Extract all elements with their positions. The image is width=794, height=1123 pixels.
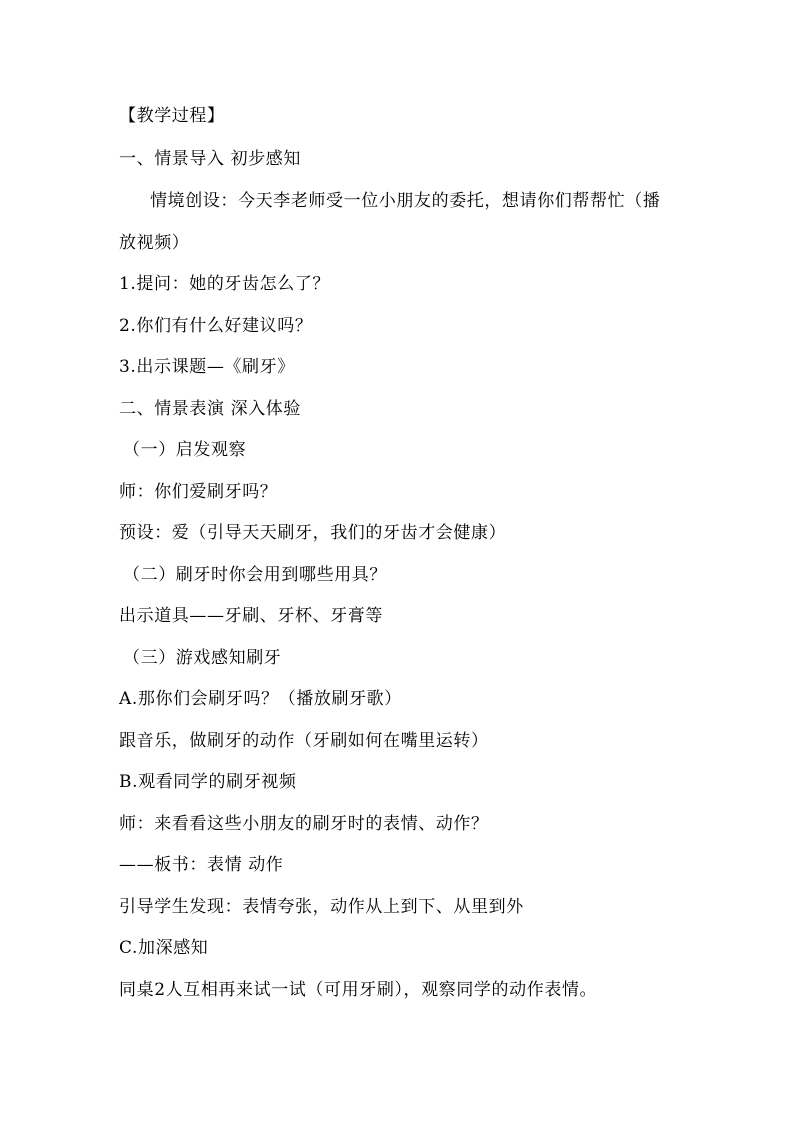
section-heading-2: 二、情景表演 深入体验 (119, 399, 302, 419)
paragraph-line: ——板书：表情 动作 (119, 855, 284, 875)
paragraph-line: 情境创设：今天李老师受一位小朋友的委托，想请你们帮帮忙（播 (150, 191, 661, 211)
paragraph-line: 放视频） (119, 233, 190, 253)
subsection-heading: （二）刷牙时你会用到哪些用具？ (123, 565, 387, 585)
paragraph-line: 引导学生发现：表情夸张，动作从上到下、从里到外 (119, 897, 524, 917)
paragraph-line: 师：来看看这些小朋友的刷牙时的表情、动作？ (119, 814, 489, 834)
paragraph-line: B.观看同学的刷牙视频 (119, 772, 297, 792)
paragraph-line: 同桌2人互相再来试一试（可用牙刷），观察同学的动作表情。 (119, 980, 598, 1000)
paragraph-line: A.那你们会刷牙吗？（播放刷牙歌） (119, 689, 402, 709)
paragraph-line: 跟音乐，做刷牙的动作（牙刷如何在嘴里运转） (119, 731, 489, 751)
section-heading-teaching-process: 【教学过程】 (119, 106, 225, 126)
list-item: 3.出示课题—《刷牙》 (119, 357, 295, 377)
section-heading-1: 一、情景导入 初步感知 (119, 149, 302, 169)
paragraph-line: 师：你们爱刷牙吗？ (119, 482, 278, 502)
list-item: 2.你们有什么好建议吗？ (119, 316, 313, 336)
list-item: 1.提问：她的牙齿怎么了？ (119, 274, 331, 294)
paragraph-line: C.加深感知 (119, 938, 209, 958)
paragraph-line: 预设：爱（引导天天刷牙，我们的牙齿才会健康） (119, 523, 507, 543)
subsection-heading: （三）游戏感知刷牙 (123, 648, 282, 668)
paragraph-line: 出示道具——牙刷、牙杯、牙膏等 (119, 606, 383, 626)
subsection-heading: （一）启发观察 (123, 440, 247, 460)
